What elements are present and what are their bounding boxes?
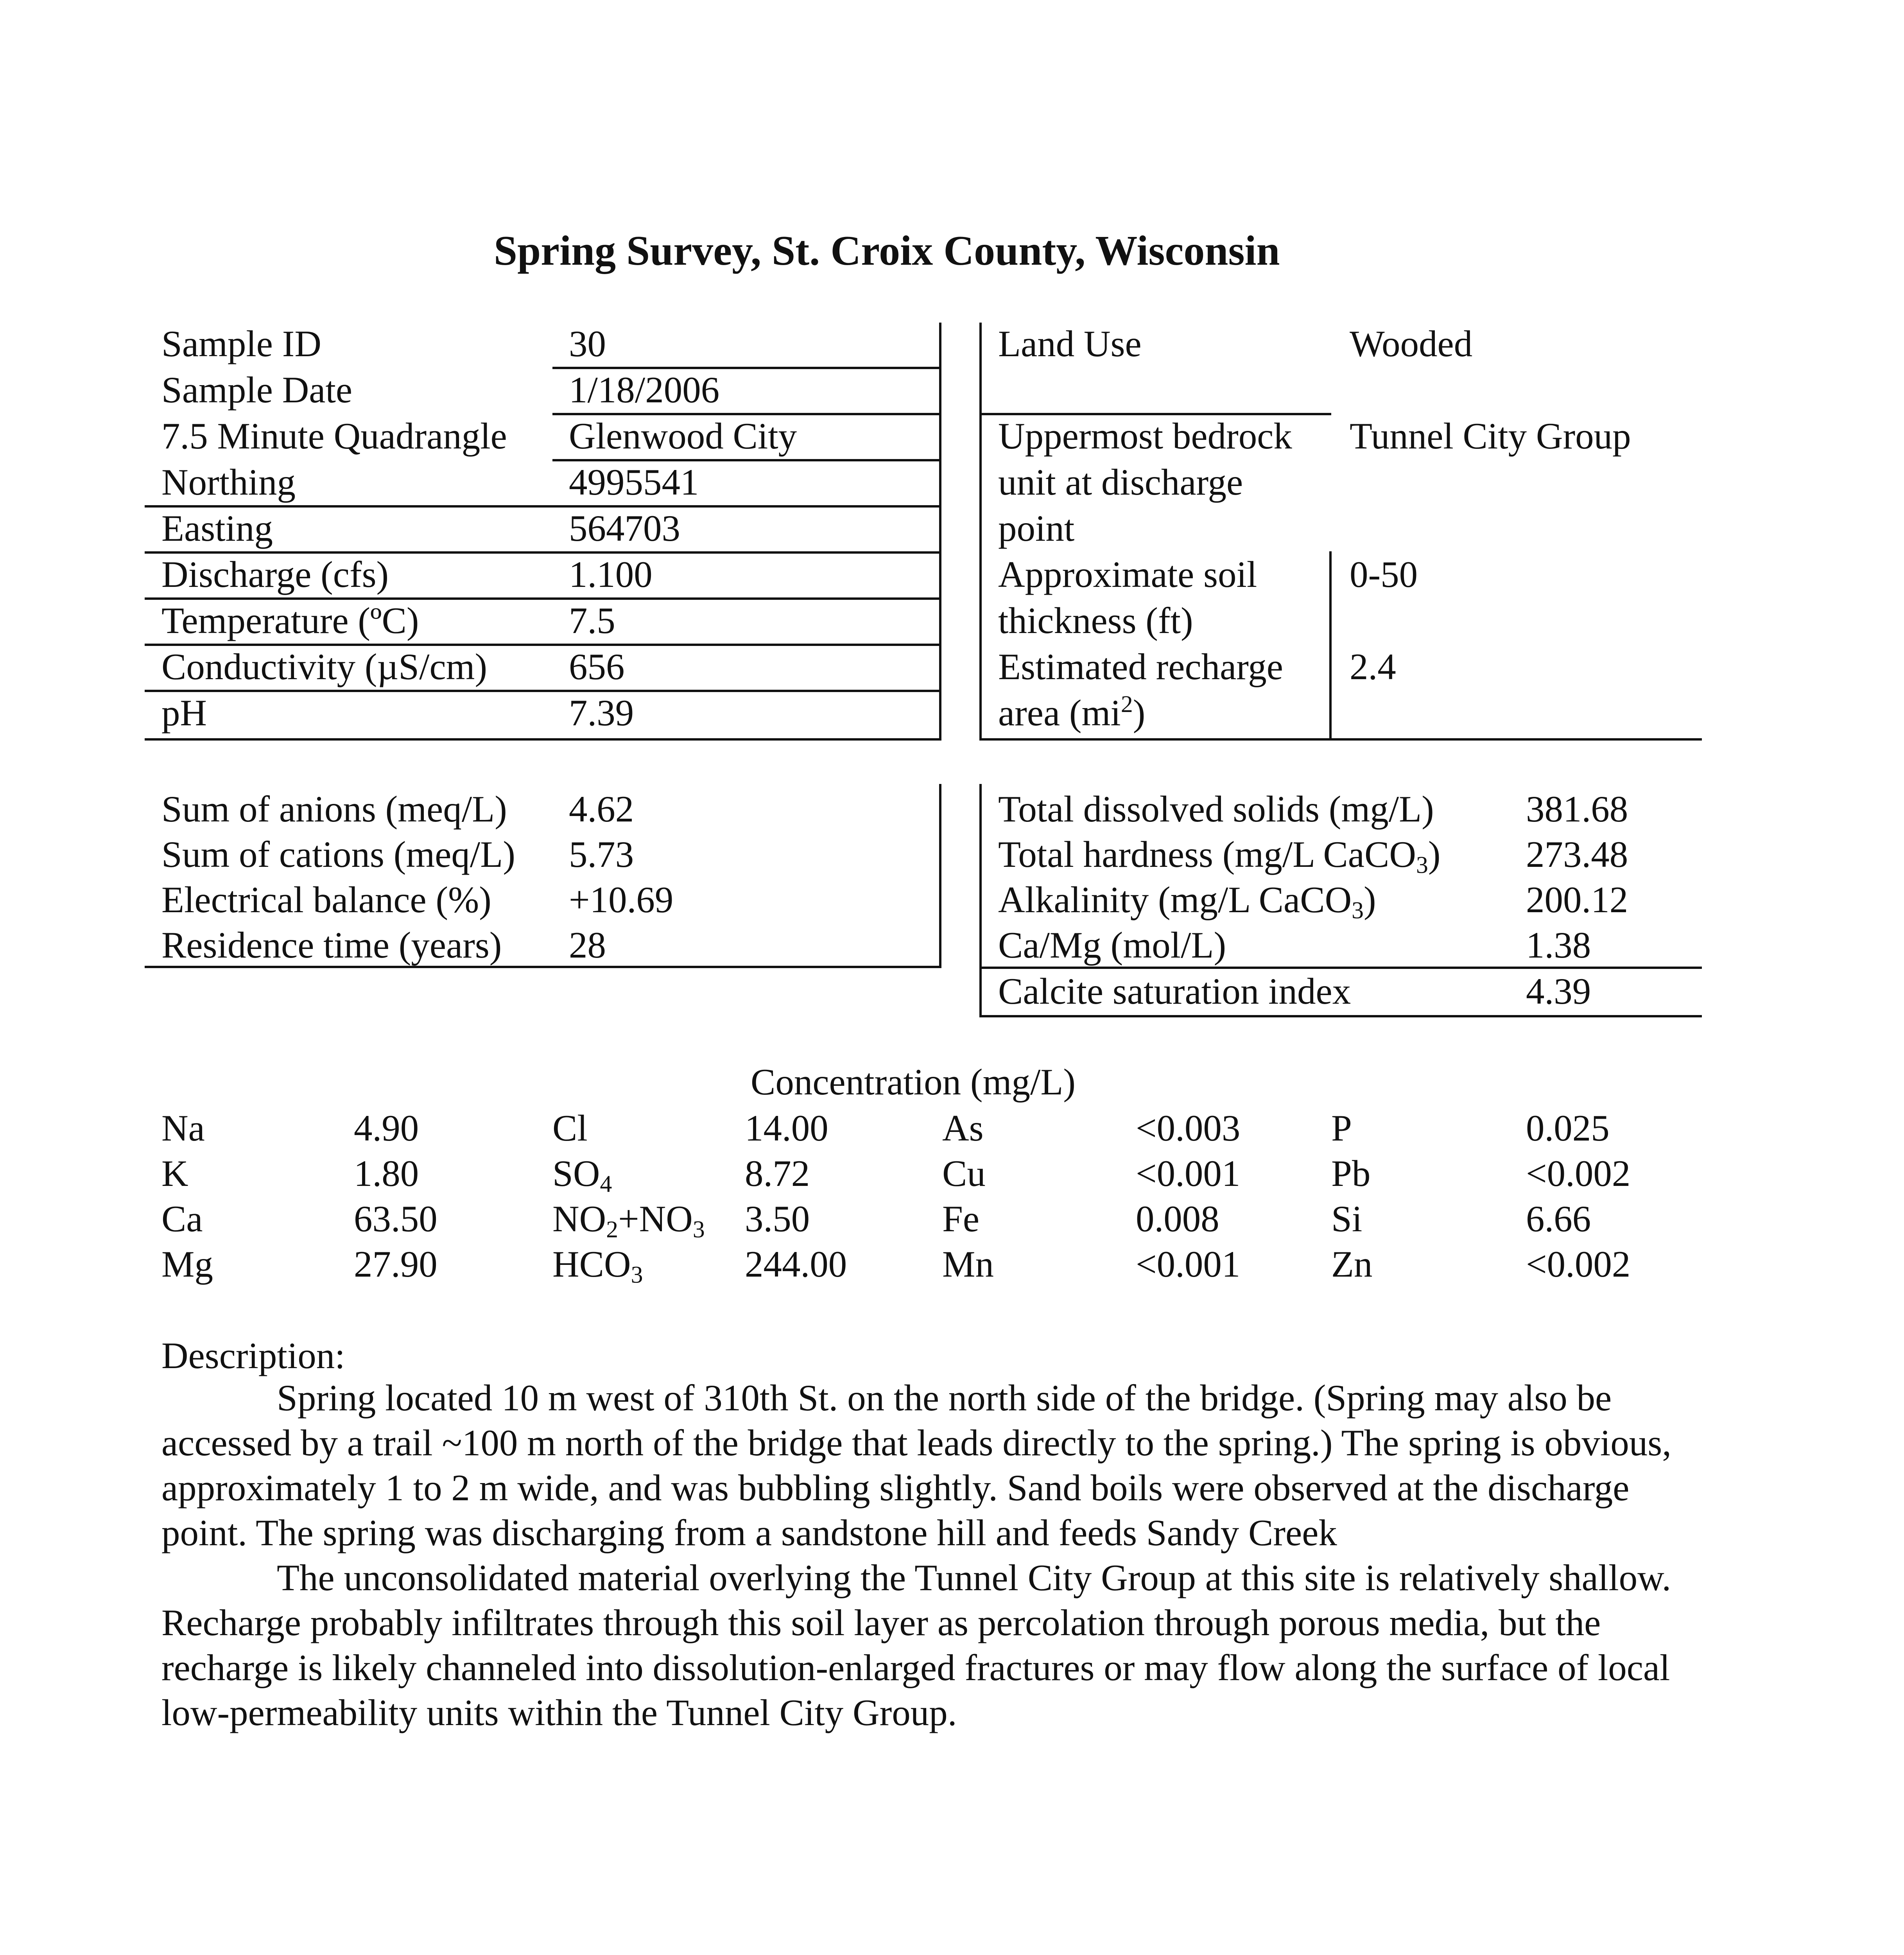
element-value: 3.50 (745, 1198, 810, 1239)
rule (145, 738, 941, 741)
cell-divider (1329, 551, 1332, 741)
rule (979, 967, 1702, 969)
element-name: Zn (1331, 1243, 1373, 1285)
element-name: K (161, 1153, 188, 1194)
element-name: Cl (552, 1107, 588, 1149)
column-divider (979, 323, 982, 741)
soil-label-line2: thickness (ft) (998, 600, 1193, 641)
residence-time-label: Residence time (years) (161, 924, 502, 966)
element-value: 244.00 (745, 1243, 847, 1285)
column-divider (979, 784, 982, 1017)
rule (979, 738, 1702, 741)
element-value: <0.003 (1136, 1107, 1241, 1149)
ca-mg-value: 1.38 (1526, 924, 1591, 966)
temperature-label: Temperature (ºC) (161, 600, 419, 641)
element-value: 14.00 (745, 1107, 828, 1149)
land-use-value: Wooded (1350, 323, 1473, 364)
rule (145, 966, 941, 968)
description-paragraph: Spring located 10 m west of 310th St. on the north side of the bridge. (Spring may also be accessed by a trail ~100 m north of the bridge that leads directly to the spring.) The spring is obvious, approximately 1 to 2 m wide, and was bubbling slightly. Sand boils were observed at the discharge point. The spring was discharging from a sandstone hill and feeds Sandy Creek (161, 1377, 1671, 1553)
electrical-balance-value: +10.69 (569, 879, 674, 920)
rule (145, 551, 941, 554)
northing-label: Northing (161, 461, 296, 503)
rule (145, 644, 941, 646)
recharge-label-line2: area $(mi^2)$ (998, 691, 1146, 734)
description-heading: Description: (161, 1335, 345, 1376)
rule (145, 690, 941, 692)
element-value: <0.001 (1136, 1243, 1241, 1285)
northing-value: 4995541 (569, 461, 699, 503)
element-value: 0.008 (1136, 1198, 1219, 1239)
easting-value: 564703 (569, 508, 680, 549)
element-name: $SO_4$ (552, 1153, 612, 1198)
conductivity-label: Conductivity (µS/cm) (161, 646, 488, 687)
element-name: Si (1331, 1198, 1363, 1239)
column-divider (939, 784, 941, 968)
soil-value: 0-50 (1350, 554, 1418, 595)
element-value: 1.80 (354, 1153, 419, 1194)
recharge-label-line1: Estimated recharge (998, 646, 1283, 687)
element-value: 4.90 (354, 1107, 419, 1149)
alkalinity-label: Alkalinity (mg/L CaCO$_3$) (998, 879, 1376, 924)
rule (145, 597, 941, 600)
element-name: Cu (942, 1153, 986, 1194)
element-value: 0.025 (1526, 1107, 1610, 1149)
electrical-balance-label: Electrical balance (%) (161, 879, 491, 920)
page-title: Spring Survey, St. Croix County, Wisconsin (494, 228, 1280, 274)
element-value: <0.001 (1136, 1153, 1241, 1194)
concentration-header: Concentration (mg/L) (751, 1061, 1076, 1103)
element-name: Fe (942, 1198, 979, 1239)
bedrock-label-line2: unit at discharge (998, 461, 1243, 503)
bedrock-label-line3: point (998, 508, 1075, 549)
cations-value: 5.73 (569, 834, 634, 875)
rule (552, 413, 941, 415)
ph-value: 7.39 (569, 692, 634, 734)
sample-id-value: 30 (569, 323, 606, 364)
element-value: <0.002 (1526, 1243, 1631, 1285)
alkalinity-value: 200.12 (1526, 879, 1628, 920)
hardness-label: Total hardness (mg/L CaCO$_3$) (998, 834, 1441, 879)
description-paragraph: The unconsolidated material overlying the Tunnel City Group at this site is relatively shallow. Recharge probably infiltrates through this soil layer as percolation through porous media, but the recharge is likely channeled into dissolution-enlarged fractures or may flow along the surface of local low-permeability units within the Tunnel City Group. (161, 1557, 1671, 1733)
recharge-value: 2.4 (1350, 646, 1396, 687)
ph-label: pH (161, 692, 207, 734)
element-value: 63.50 (354, 1198, 437, 1239)
discharge-label: Discharge (cfs) (161, 554, 389, 595)
element-name: $HCO_3$ (552, 1243, 643, 1288)
rule (552, 459, 941, 461)
quadrangle-label: 7.5 Minute Quadrangle (161, 415, 507, 457)
description-body (161, 1376, 1686, 1735)
temperature-value: 7.5 (569, 600, 615, 641)
ca-mg-label: Ca/Mg (mol/L) (998, 924, 1226, 966)
anions-label: Sum of anions (meq/L) (161, 788, 507, 830)
rule (552, 367, 941, 369)
discharge-value: 1.100 (569, 554, 653, 595)
rule (145, 505, 941, 508)
easting-label: Easting (161, 508, 273, 549)
quadrangle-value: Glenwood City (569, 415, 797, 457)
bedrock-value: Tunnel City Group (1350, 415, 1631, 457)
element-value: 8.72 (745, 1153, 810, 1194)
hardness-value: 273.48 (1526, 834, 1628, 875)
calcite-saturation-value: 4.39 (1526, 970, 1591, 1012)
element-name: Na (161, 1107, 205, 1149)
calcite-saturation-label: Calcite saturation index (998, 970, 1351, 1012)
element-value: 27.90 (354, 1243, 437, 1285)
sample-date-value: 1/18/2006 (569, 369, 720, 411)
element-name: As (942, 1107, 984, 1149)
column-divider (939, 323, 941, 741)
element-value: <0.002 (1526, 1153, 1631, 1194)
bedrock-label-line1: Uppermost bedrock (998, 415, 1292, 457)
tds-value: 381.68 (1526, 788, 1628, 830)
soil-label-line1: Approximate soil (998, 554, 1257, 595)
residence-time-value: 28 (569, 924, 606, 966)
element-name: $NO_2+NO_3$ (552, 1198, 705, 1243)
anions-value: 4.62 (569, 788, 634, 830)
element-name: Mn (942, 1243, 994, 1285)
element-name: P (1331, 1107, 1352, 1149)
element-name: Ca (161, 1198, 203, 1239)
element-value: 6.66 (1526, 1198, 1591, 1239)
sample-date-label: Sample Date (161, 369, 353, 411)
sample-id-label: Sample ID (161, 323, 321, 364)
rule (979, 1015, 1702, 1017)
element-name: Mg (161, 1243, 213, 1285)
tds-label: Total dissolved solids (mg/L) (998, 788, 1434, 830)
cations-label: Sum of cations (meq/L) (161, 834, 515, 875)
element-name: Pb (1331, 1153, 1371, 1194)
conductivity-value: 656 (569, 646, 625, 687)
land-use-label: Land Use (998, 323, 1142, 364)
